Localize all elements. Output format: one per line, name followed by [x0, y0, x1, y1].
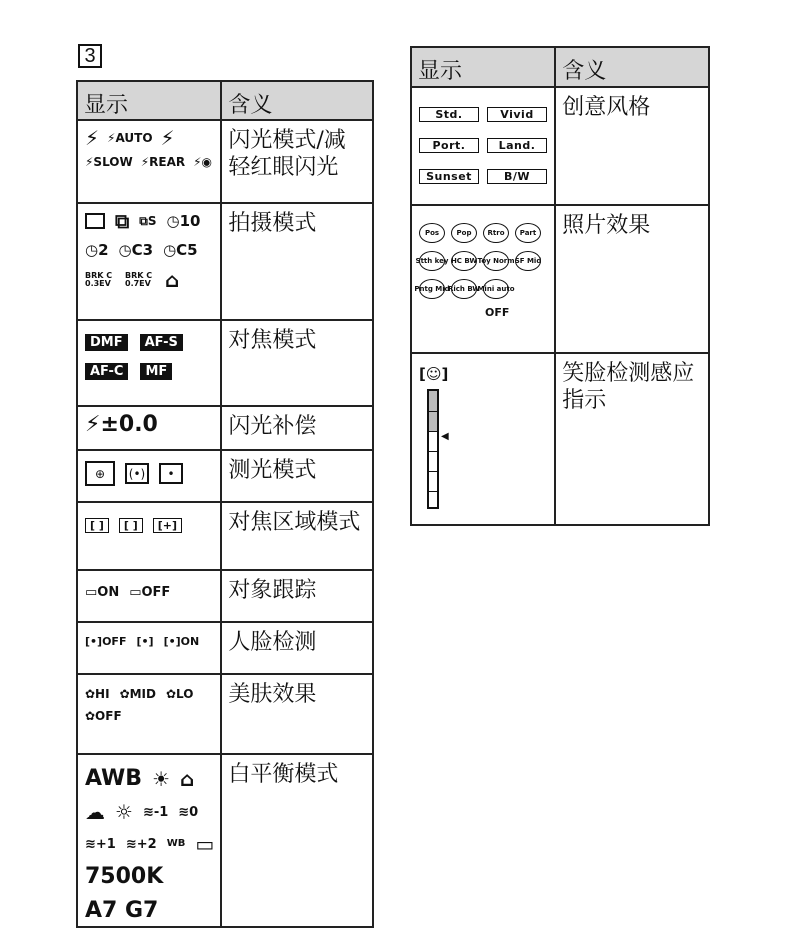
face-detect-icons — [77, 622, 221, 674]
mf-icon: MF — [140, 363, 172, 380]
flash-rear-icon: ⚡REAR — [140, 155, 186, 169]
partial-color-icon: Part — [515, 223, 541, 243]
creative-style-icons — [411, 87, 555, 205]
smile-shutter-icons — [411, 353, 555, 525]
self-timer-c3-icon: ◷C3 — [118, 241, 154, 259]
focus-area-icons — [77, 502, 221, 570]
landscape-icon: Land. — [487, 138, 547, 153]
flash-fill-icon: ⚡ — [160, 126, 175, 150]
soft-skin-meaning: 美肤效果 — [221, 674, 373, 754]
soft-high-key-icon: Stth key — [419, 251, 445, 271]
flash-wb-icon: WB — [166, 838, 186, 849]
hdr-painting-icon: Pntg Mid — [419, 279, 445, 299]
flash-comp-meaning: 闪光补偿 — [221, 406, 373, 450]
wide-area-icon: [ ] — [85, 518, 109, 533]
metering-meaning: 测光模式 — [221, 450, 373, 502]
red-eye-icon: ⚡◉ — [193, 155, 213, 169]
soft-skin-lo-icon: ✿LO — [165, 687, 194, 701]
bracket-03-icon: BRK C 0.3EV — [85, 271, 113, 288]
creative-style-meaning: 创意风格 — [555, 87, 709, 205]
self-timer-c5-icon: ◷C5 — [163, 241, 198, 259]
picture-effect-meaning: 照片效果 — [555, 205, 709, 353]
bar-segment — [429, 451, 437, 452]
drive-mode-icons — [77, 203, 221, 320]
flash-mode-meaning: 闪光模式/减轻红眼闪光 — [221, 120, 373, 203]
soft-focus-icon: SF Mid — [515, 251, 541, 271]
focus-mode-meaning: 对焦模式 — [221, 320, 373, 406]
flash-mode-icons — [77, 120, 221, 203]
white-balance-meaning: 白平衡模式 — [221, 754, 373, 927]
color-filter-icon: A7 G7 — [85, 898, 159, 923]
bar-segment — [429, 431, 437, 432]
soft-skin-off-icon: ✿OFF — [85, 709, 122, 723]
flexible-spot-icon: [+] — [153, 518, 182, 533]
posterization-icon: Pos — [419, 223, 445, 243]
tracking-on-icon: ▭ON — [85, 585, 120, 600]
smile-shutter-meaning: 笑脸检测感应指示 — [555, 353, 709, 525]
soft-skin-icons — [77, 674, 221, 754]
af-s-icon: AF-S — [140, 334, 183, 351]
awb-icon: AWB — [85, 766, 143, 791]
smile-face-icon: [☺] — [419, 365, 449, 383]
toy-camera-icon: Toy Norm — [483, 251, 509, 271]
center-area-icon: [ ] — [119, 518, 143, 533]
face-detect-on-icon: [•]ON — [163, 635, 200, 648]
smile-level-bar — [427, 389, 449, 509]
bar-segment — [429, 411, 437, 412]
bracket-07-icon: BRK C 0.7EV — [125, 271, 153, 288]
hc-monochrome-icon: HC BW — [451, 251, 477, 271]
center-metering-icon: (•) — [125, 463, 149, 484]
portrait-icon: Port. — [419, 138, 479, 153]
custom-wb-icon: ▭ — [195, 832, 215, 856]
miniature-icon: Mini auto — [483, 279, 509, 299]
fluorescent-p2-icon: ≋+2 — [125, 836, 157, 852]
face-detect-reg-icon: [•] — [136, 635, 154, 648]
fluorescent-m1-icon: ≋-1 — [142, 804, 169, 820]
white-balance-icons — [77, 754, 221, 927]
picture-effect-icons — [411, 205, 555, 353]
af-c-icon: AF-C — [85, 363, 128, 380]
cloudy-icon: ☁ — [85, 800, 105, 824]
soft-skin-mid-icon: ✿MID — [119, 687, 156, 701]
smile-level-pointer-icon: ◀ — [441, 431, 449, 442]
face-detect-off-icon: [•]OFF — [85, 635, 127, 648]
multi-metering-icon: ⊕ — [85, 461, 115, 486]
bar-segment — [429, 471, 437, 472]
tracking-off-icon: ▭OFF — [129, 585, 171, 600]
shade-icon: ⌂ — [180, 767, 195, 791]
daylight-icon: ☀ — [152, 767, 171, 791]
face-detect-meaning: 人脸检测 — [221, 622, 373, 674]
sunset-icon: Sunset — [419, 169, 479, 184]
flash-off-icon: ⚡ — [85, 126, 100, 150]
focus-area-meaning: 对焦区域模式 — [221, 502, 373, 570]
dmf-icon: DMF — [85, 334, 128, 351]
fluorescent-0-icon: ≋0 — [178, 804, 199, 820]
tracking-icons — [77, 570, 221, 622]
self-timer-10-icon: ◷10 — [166, 211, 201, 230]
fluorescent-p1-icon: ≋+1 — [85, 836, 116, 852]
pop-color-icon: Pop — [451, 223, 477, 243]
focus-mode-icons — [77, 320, 221, 406]
color-temp-icon: 7500K — [85, 864, 164, 889]
metering-icons — [77, 450, 221, 502]
effect-off-icon: OFF — [485, 306, 510, 319]
single-shot-icon — [85, 213, 105, 229]
header-display-right: 显示 — [411, 47, 555, 87]
flash-slow-icon: ⚡SLOW — [85, 155, 133, 169]
flash-comp-icons — [77, 406, 221, 450]
header-meaning: 含义 — [221, 81, 373, 120]
tracking-meaning: 对象跟踪 — [221, 570, 373, 622]
rich-tone-mono-icon: Rich BW — [451, 279, 477, 299]
header-display: 显示 — [77, 81, 221, 120]
flash-auto-icon: ⚡AUTO — [107, 131, 153, 145]
page-number-box: 3 — [78, 44, 102, 68]
continuous-icon: ⧉ — [115, 209, 130, 233]
bw-icon: B/W — [487, 169, 547, 184]
continuous-s-icon: ⧉S — [139, 214, 157, 228]
remote-icon: ⌂ — [165, 268, 180, 292]
soft-skin-hi-icon: ✿HI — [85, 687, 110, 701]
self-timer-2-icon: ◷2 — [85, 241, 109, 259]
spot-metering-icon: • — [159, 463, 183, 484]
header-meaning-right: 含义 — [555, 47, 709, 87]
left-display-table — [76, 80, 374, 928]
drive-mode-meaning: 拍摄模式 — [221, 203, 373, 320]
bar-segment — [429, 491, 437, 492]
right-display-table — [410, 46, 710, 526]
incandescent-icon: ☼ — [115, 800, 133, 824]
vivid-icon: Vivid — [487, 107, 547, 122]
flash-comp-value: ⚡±0.0 — [85, 412, 158, 437]
std-icon: Std. — [419, 107, 479, 122]
retro-icon: Rtro — [483, 223, 509, 243]
